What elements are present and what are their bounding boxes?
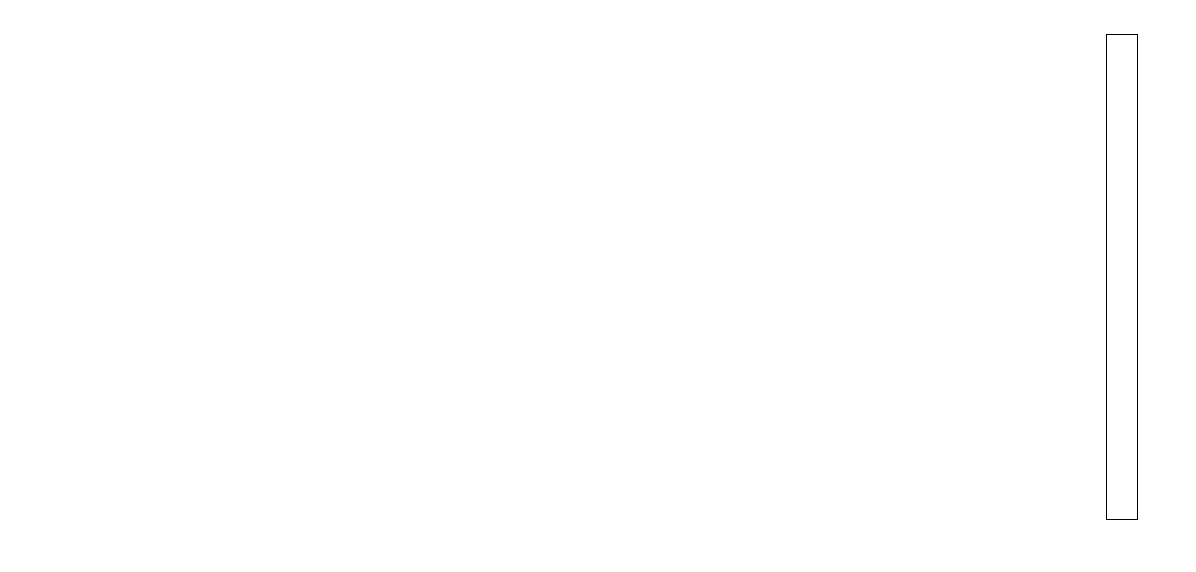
colorbar <box>1106 34 1138 520</box>
colorbar-tick-labels <box>1140 34 1190 518</box>
